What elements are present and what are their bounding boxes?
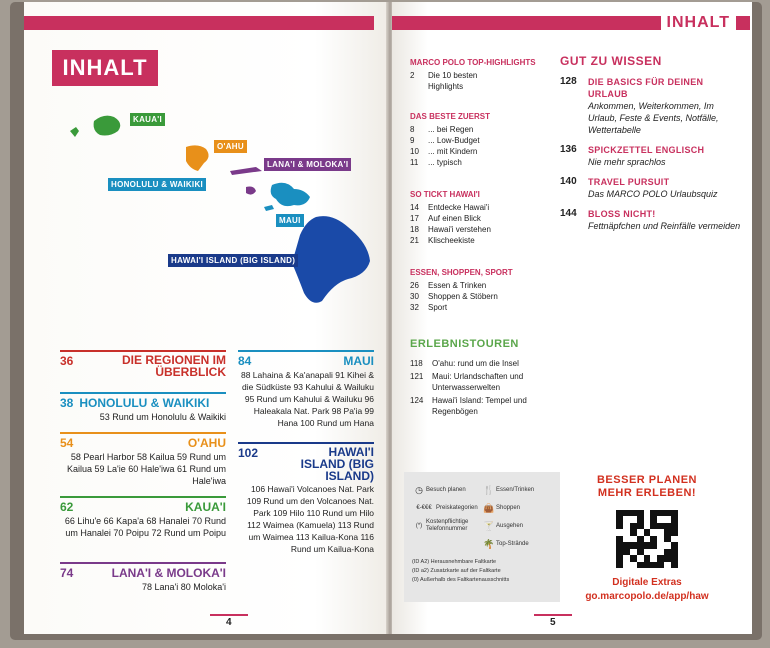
toc-label: Highlights: [428, 82, 464, 91]
region-divider: [60, 432, 226, 434]
region-body: 53 Rund um Honolulu & Waikiki: [99, 412, 226, 422]
region-page: 36: [60, 354, 74, 368]
promo-extras: Digitale Extras: [612, 577, 682, 588]
region-divider: [60, 562, 226, 564]
region-title: DIE REGIONEN IM ÜBERBLICK: [121, 353, 226, 379]
gzw-sub: Nie mehr sprachlos: [588, 157, 666, 167]
region-title: LANA'I & MOLOKA'I: [111, 566, 226, 580]
legend-note: (ID a2) Zusatzkarte auf der Faltkarte: [412, 568, 501, 574]
region-title: KAUA'I: [185, 500, 226, 514]
map-label-hawaii: HAWAI'I ISLAND (BIG ISLAND): [168, 254, 298, 267]
legend-note: (0) Außerhalb des Faltkartenausschnitts: [412, 577, 510, 583]
region-page: 54: [60, 436, 74, 450]
page-title-left: INHALT: [52, 50, 158, 86]
qr-cell: [657, 562, 664, 568]
region-title: HAWAI'I ISLAND (BIG ISLAND): [300, 445, 374, 483]
toc-row[interactable]: [410, 280, 570, 291]
region-lanai-molokai: [60, 562, 226, 593]
toc-page: 21: [410, 236, 419, 245]
gzw-sub: Fettnäpfchen und Reinfälle vermeiden: [588, 221, 741, 231]
qr-cell: [623, 562, 630, 568]
section-das-beste-zuerst: [410, 112, 570, 168]
gzw-heading: SPICKZETTEL ENGLISCH: [588, 145, 705, 155]
region-page: 62: [60, 500, 74, 514]
toc-page: 14: [410, 203, 419, 212]
region-page: 102: [238, 446, 259, 460]
toc-label: Auf einen Blick: [428, 214, 481, 223]
toc-label: ... mit Kindern: [428, 147, 478, 156]
gzw-heading: TRAVEL PURSUIT: [588, 177, 670, 187]
toc-label: Die 10 besten: [428, 71, 478, 80]
region-body: 88 Lahaina & Ka'anapali 91 Kihei & die Südküste 93 Kahului & Wailuku 95 Rund um Kahului & Wailuku 96 Haleakala Nat. Park 98 Pa'ia 99 Hana 100 Rund um Hana: [240, 370, 374, 428]
legend-text: Top-Strände: [496, 541, 529, 547]
legend-text: Preiskategorien: [436, 505, 478, 511]
kahoolawe-island: [264, 205, 274, 211]
region-body: 106 Hawai'i Volcanoes Nat. Park 109 Rund um den Volcanoes Nat. Park 109 Hilo 110 Rund um Hilo 112 Waimea (Kamuela) 113 Rund um Waimea 113 Kailua-Kona 116 Rund um Kailua-Kona: [246, 484, 374, 554]
region-title: O'AHU: [187, 436, 226, 450]
legend-item: [412, 482, 482, 498]
toc-page: 9: [410, 136, 415, 145]
toc-page: 2: [410, 71, 415, 80]
toc-row[interactable]: [410, 371, 560, 393]
toc-label: Sport: [428, 303, 448, 312]
region-divider: [60, 496, 226, 498]
page-number-bar: [210, 614, 248, 616]
toc-label: Maui: Urlandschaften und Unterwasserwelten: [432, 372, 524, 392]
toc-label: Essen & Trinken: [428, 281, 487, 290]
toc-label: O'ahu: rund um die Insel: [432, 359, 519, 368]
toc-page: 11: [410, 158, 419, 167]
qr-cell: [664, 562, 671, 568]
toc-page: [410, 81, 428, 92]
section-so-tickt-hawaii: [410, 190, 570, 246]
legend-text: Ausgehen: [496, 523, 524, 529]
region-page: 74: [60, 566, 74, 580]
toc-row[interactable]: [410, 157, 570, 168]
toc-page: 17: [410, 214, 419, 223]
left-page: [24, 2, 388, 634]
legend-text: Essen/Trinken: [496, 487, 535, 493]
region-page: 38: [60, 396, 74, 410]
gzw-item[interactable]: [560, 208, 745, 232]
legend-item: [482, 500, 552, 516]
clock-icon: ◷: [415, 484, 423, 495]
section-title: SO TICKT HAWAI'I: [410, 190, 480, 199]
promo-box: [572, 474, 722, 604]
region-divider: [60, 392, 226, 394]
qr-cell: [644, 562, 651, 568]
toc-row[interactable]: [410, 202, 570, 213]
section-title: MARCO POLO TOP-HIGHLIGHTS: [410, 58, 536, 67]
gzw-heading: BLOSS NICHT!: [588, 209, 656, 219]
toc-page: 121: [410, 372, 424, 381]
section-erlebnistouren: [410, 338, 560, 417]
kauai-island: [94, 116, 121, 136]
region-maui: [238, 350, 374, 429]
toc-row[interactable]: [410, 235, 570, 246]
region-oahu: [60, 432, 226, 487]
legend-text: Shoppen: [496, 505, 521, 511]
region-body: 66 Lihu'e 66 Kapa'a 68 Hanalei 70 Rund um Hanalei 70 Poipu 72 Rund um Poipu: [64, 516, 226, 538]
region-kauai: [60, 496, 226, 539]
toc-page: 10: [410, 147, 419, 156]
toc-label: Shoppen & Stöbern: [428, 292, 498, 301]
legend-item: [412, 500, 482, 516]
page-title-right: INHALT: [661, 12, 736, 34]
map-label-maui: MAUI: [276, 214, 304, 227]
toc-row[interactable]: [410, 81, 570, 92]
region-page: 84: [238, 354, 252, 368]
section-essen-shoppen-sport: [410, 268, 570, 313]
toc-page: 128: [560, 76, 577, 87]
legend-item: [482, 482, 552, 498]
region-body: 78 Lana'i 80 Moloka'i: [142, 582, 226, 592]
lanai-island: [246, 187, 256, 195]
region-hawaii: [238, 442, 374, 555]
promo-line2: MEHR ERLEBEN!: [597, 487, 697, 499]
region-title: HONOLULU & WAIKIKI: [79, 396, 210, 410]
asterisk-icon: (*): [415, 523, 423, 529]
toc-row[interactable]: [410, 213, 570, 224]
toc-label: ... Low-Budget: [428, 136, 480, 145]
maui-island: [271, 183, 310, 206]
toc-label: ... typisch: [428, 158, 462, 167]
page-number-right: 5: [550, 617, 556, 628]
map-label-kauai: KAUA'I: [130, 113, 165, 126]
region-divider: [238, 442, 374, 444]
toc-row[interactable]: [410, 146, 570, 157]
oahu-island: [186, 145, 209, 171]
region-overview: [60, 350, 226, 378]
hawaii-map: [54, 107, 374, 307]
region-honolulu: [60, 392, 226, 423]
region-divider: [60, 350, 226, 352]
legend-item: [412, 518, 482, 534]
map-label-honolulu: HONOLULU & WAIKIKI: [108, 178, 206, 191]
toc-row[interactable]: [410, 135, 570, 146]
toc-page: 124: [410, 396, 424, 405]
glass-icon: 🍸: [483, 520, 495, 531]
promo-line1: BESSER PLANEN: [596, 474, 698, 486]
gzw-item[interactable]: [560, 76, 745, 136]
bag-icon: 👜: [483, 502, 495, 513]
qr-cell: [630, 562, 637, 568]
toc-row[interactable]: [410, 70, 570, 81]
qr-cell: [650, 562, 657, 568]
legend-item: [482, 518, 552, 534]
right-page: [392, 2, 752, 634]
toc-label: Entdecke Hawai'i: [428, 203, 490, 212]
section-title: ESSEN, SHOPPEN, SPORT: [410, 268, 513, 277]
section-gut-zu-wissen: [560, 54, 745, 240]
molokai-island: [230, 167, 262, 175]
niihau-island: [70, 127, 79, 137]
toc-row[interactable]: [410, 124, 570, 135]
toc-page: 30: [410, 292, 419, 301]
promo-url[interactable]: go.marcopolo.de/app/haw: [585, 591, 709, 602]
legend-note: (ID A2) Herausnehmbare Faltkarte: [412, 559, 497, 565]
legend-text: Besuch planen: [426, 487, 466, 493]
gzw-item[interactable]: [560, 176, 745, 200]
legend-text: Kostenpflichtige Telefonnummer: [426, 519, 469, 532]
gzw-item[interactable]: [560, 144, 745, 168]
gzw-heading: DIE BASICS FÜR DEINEN URLAUB: [588, 77, 704, 99]
section-title: ERLEBNISTOUREN: [410, 338, 519, 350]
qr-cell: [671, 562, 678, 568]
toc-row[interactable]: [410, 358, 560, 369]
toc-page: 118: [410, 359, 423, 368]
toc-page: 32: [410, 303, 419, 312]
toc-row[interactable]: [410, 395, 560, 417]
toc-label: ... bei Regen: [428, 125, 474, 134]
region-body: 58 Pearl Harbor 58 Kailua 59 Rund um Kailua 59 La'ie 60 Hale'iwa 61 Rund um Hale'iwa: [66, 452, 226, 486]
section-title: GUT ZU WISSEN: [560, 54, 662, 68]
gzw-sub: Das MARCO POLO Urlaubsquiz: [588, 189, 718, 199]
map-label-lanai-molokai: LANA'I & MOLOKA'I: [264, 158, 351, 171]
toc-label: Hawai'i verstehen: [428, 225, 491, 234]
legend-item: [482, 536, 552, 552]
palm-icon: 🌴: [483, 538, 495, 549]
toc-row[interactable]: [410, 291, 570, 302]
toc-row[interactable]: [410, 302, 570, 313]
legend-box: [404, 472, 560, 602]
page-number-bar: [534, 614, 572, 616]
big-island: [292, 216, 370, 303]
map-label-oahu: O'AHU: [214, 140, 247, 153]
top-bar-left: [24, 16, 374, 30]
toc-page: 18: [410, 225, 419, 234]
cutlery-icon: 🍴: [483, 484, 495, 495]
region-divider: [238, 350, 374, 352]
section-title: DAS BESTE ZUERST: [410, 112, 491, 121]
qr-cell: [616, 562, 623, 568]
qr-code[interactable]: [616, 510, 678, 568]
toc-page: 140: [560, 176, 577, 187]
toc-label: Klischeekiste: [428, 236, 475, 245]
toc-page: 26: [410, 281, 419, 290]
region-title: MAUI: [343, 354, 374, 368]
price-icon: €-€€€: [416, 505, 432, 511]
toc-page: 144: [560, 208, 577, 219]
gzw-sub: Ankommen, Weiterkommen, Im Urlaub, Feste & Events, Notfälle, Wettertabelle: [588, 101, 719, 135]
toc-page: 136: [560, 144, 577, 155]
toc-label: Hawai'i Island: Tempel und Regenbögen: [432, 396, 527, 416]
toc-page: 8: [410, 125, 415, 134]
section-highlights: [410, 58, 570, 92]
toc-row[interactable]: [410, 224, 570, 235]
page-number-left: 4: [226, 617, 232, 628]
qr-cell: [637, 562, 644, 568]
book-spread: [10, 2, 762, 640]
